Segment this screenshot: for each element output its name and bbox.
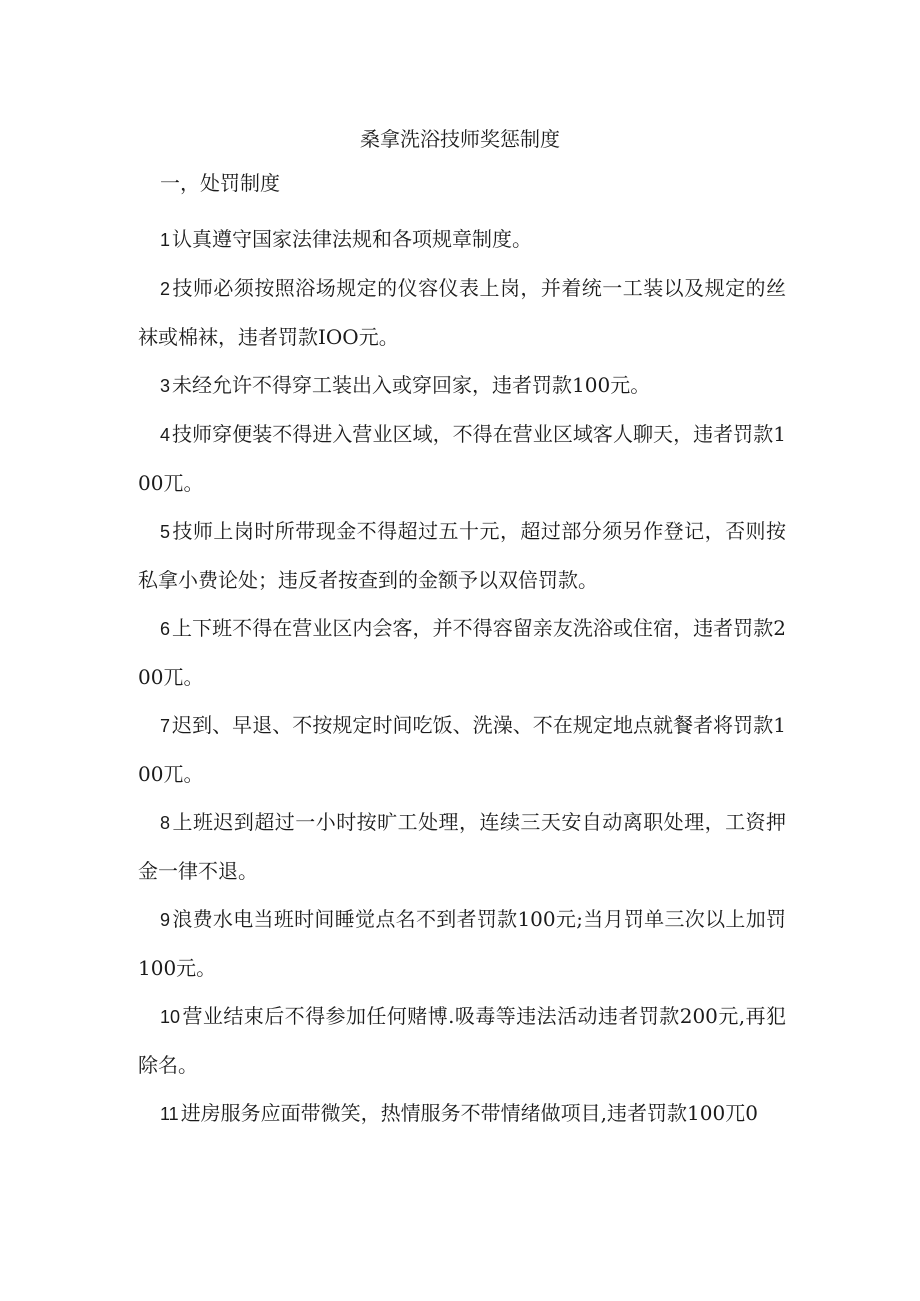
- rule-number: 2: [160, 279, 171, 299]
- rule-item: [138, 701, 786, 798]
- rule-text: 未经允许不得穿工装出入或穿回家，违者罚款100元。: [172, 373, 651, 397]
- rule-item: [138, 992, 786, 1089]
- rule-item: [138, 215, 786, 264]
- rule-text: 迟到、早退、不按规定时间吃饭、洗澡、不在规定地点就餐者将罚款100兀。: [138, 713, 786, 786]
- rule-item: [138, 410, 786, 507]
- rule-number: 11: [160, 1104, 179, 1124]
- rule-text: 技师必须按照浴场规定的仪容仪表上岗，并着统一工装以及规定的丝袜或棉袜，违者罚款IOO元。: [138, 276, 786, 349]
- rule-item: [138, 798, 786, 895]
- rule-text: 认真遵守国家法律法规和各项规章制度。: [172, 227, 533, 251]
- rule-number: 9: [160, 910, 171, 930]
- rule-text: 浪费水电当班时间睡觉点名不到者罚款100元;当月罚单三次以上加罚100元。: [138, 907, 786, 980]
- rule-number: 8: [160, 813, 171, 833]
- rule-number: 10: [160, 1007, 181, 1027]
- rule-text: 技师穿便装不得进入营业区域，不得在营业区域客人聊天，违者罚款100兀。: [138, 422, 786, 495]
- rule-item: [138, 507, 786, 604]
- section-heading: 一，处罚制度: [160, 171, 280, 195]
- rule-text: 技师上岗时所带现金不得超过五十元，超过部分须另作登记，否则按私拿小费论处；违反者按查到的金额予以双倍罚款。: [138, 519, 786, 592]
- rule-number: 5: [160, 522, 171, 542]
- rule-item: [138, 361, 786, 410]
- rule-item: [138, 604, 786, 701]
- rule-text: 进房服务应面带微笑，热情服务不带情绪做项目,违者罚款100兀0: [180, 1101, 758, 1125]
- rule-number: 4: [160, 425, 171, 445]
- rule-number: 7: [160, 716, 171, 736]
- rule-text: 营业结束后不得参加任何赌博.吸毒等违法活动违者罚款200元,再犯除名。: [138, 1004, 786, 1077]
- rule-number: 3: [160, 376, 171, 396]
- rule-text: 上班迟到超过一小时按旷工处理，连续三天安自动离职处理，工资押金一律不退。: [138, 810, 786, 883]
- rule-number: 6: [160, 619, 171, 639]
- rule-item: [138, 895, 786, 992]
- rule-item: [138, 1089, 786, 1138]
- rule-number: 1: [160, 230, 171, 250]
- rules-list: [138, 215, 786, 1138]
- rule-item: [138, 264, 786, 361]
- rule-text: 上下班不得在营业区内会客，并不得容留亲友洗浴或住宿，违者罚款200兀。: [138, 616, 786, 689]
- document-title: 桑拿洗浴技师奖惩制度: [360, 127, 560, 151]
